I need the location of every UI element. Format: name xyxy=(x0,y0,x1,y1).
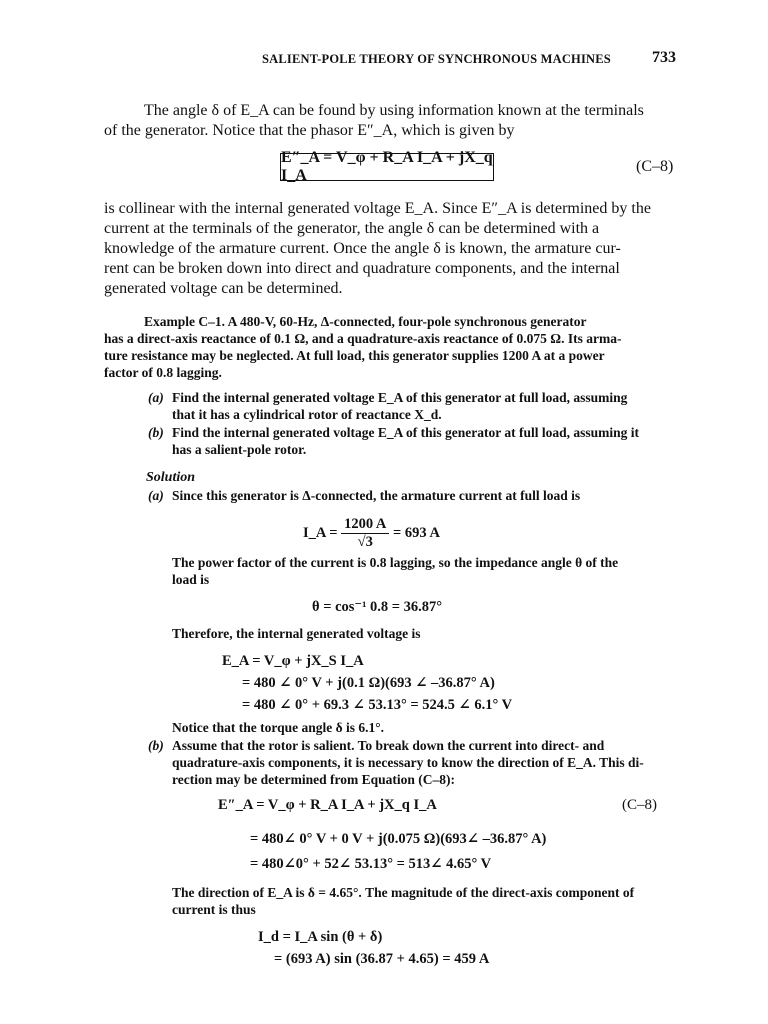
text-line: that it has a cylindrical rotor of reactance X_d. xyxy=(172,407,442,422)
ia-fraction xyxy=(341,516,389,551)
paragraph-power-factor xyxy=(172,554,682,588)
paragraph-collinear xyxy=(104,199,682,299)
equation-id xyxy=(258,926,489,970)
text-line: ture resistance may be neglected. At full load, this generator supplies 1200 A at a power xyxy=(104,348,605,363)
fraction-denominator: √3 xyxy=(357,534,373,550)
text-line: generated voltage can be determined. xyxy=(104,280,343,297)
text-line: rection may be determined from Equation (C–8): xyxy=(172,772,455,787)
equation-line: = 480 ∠ 0° + 69.3 ∠ 53.13° = 524.5 ∠ 6.1° V xyxy=(242,697,513,713)
part-key: (a) xyxy=(148,488,164,503)
solution-part-b xyxy=(148,737,682,788)
page-number: 733 xyxy=(652,49,676,66)
paragraph-direction xyxy=(172,884,682,918)
example-statement xyxy=(104,313,682,381)
text-line: Find the internal generated voltage E_A of this generator at full load, assuming xyxy=(172,390,628,405)
text-line: A 480-V, 60-Hz, Δ-connected, four-pole synchronous generator xyxy=(227,314,587,329)
text-line: rent can be broken down into direct and quadrature components, and the internal xyxy=(104,260,620,277)
solution-heading: Solution xyxy=(146,470,196,485)
text-line: of the generator. Notice that the phasor E″_A, which is given by xyxy=(104,122,515,139)
text-line: Assume that the rotor is salient. To break down the current into direct- and xyxy=(172,738,605,753)
text-line: load is xyxy=(172,572,210,587)
text-line: current is thus xyxy=(172,902,256,917)
text-line: The power factor of the current is 0.8 lagging, so the impedance angle θ of the xyxy=(172,555,619,570)
example-part-a xyxy=(148,389,682,423)
text-line: knowledge of the armature current. Once the angle δ is known, the armature cur- xyxy=(104,240,621,257)
equation-line: = 480 ∠ 0° V + j(0.1 Ω)(693 ∠ –36.87° A) xyxy=(242,675,495,691)
equation-line: E_A = V_φ + jX_S I_A xyxy=(222,653,364,669)
example-label: Example C–1. xyxy=(144,314,225,329)
text-line: Since this generator is Δ-connected, the armature current at full load is xyxy=(172,488,581,503)
equation-theta: θ = cos⁻¹ 0.8 = 36.87° xyxy=(312,599,443,615)
text-line: Find the internal generated voltage E_A of this generator at full load, assuming it xyxy=(172,425,639,440)
equation-line: I_d = I_A sin (θ + δ) xyxy=(258,929,383,945)
part-key: (b) xyxy=(148,425,164,440)
equation-line: = (693 A) sin (36.87 + 4.65) = 459 A xyxy=(274,951,490,967)
text-line: current at the terminals of the generator, the angle δ can be determined with a xyxy=(104,220,600,237)
ia-lhs: I_A = xyxy=(303,524,338,541)
running-title: SALIENT-POLE THEORY OF SYNCHRONOUS MACHINES xyxy=(262,52,611,66)
ia-rhs: = 693 A xyxy=(393,524,440,541)
equation-ia xyxy=(303,516,440,551)
text-line: factor of 0.8 lagging. xyxy=(104,365,222,380)
equation-tag: (C–8) xyxy=(636,158,674,175)
text-line: quadrature-axis components, it is necessary to know the direction of E_A. This di- xyxy=(172,755,644,770)
equation-c8-restated: E″_A = V_φ + R_A I_A + jX_q I_A xyxy=(218,797,437,813)
text-torque-note: Notice that the torque angle δ is 6.1°. xyxy=(172,720,385,735)
equation-ea xyxy=(222,650,512,716)
equation-c8-step2: = 480∠0° + 52∠ 53.13° = 513∠ 4.65° V xyxy=(250,856,492,872)
equation-tag: (C–8) xyxy=(622,797,657,813)
text-line: The direction of E_A is δ = 4.65°. The magnitude of the direct-axis component of xyxy=(172,885,635,900)
text-line: is collinear with the internal generated voltage E_A. Since E″_A is determined by the xyxy=(104,200,651,217)
solution-part-a xyxy=(148,487,682,504)
text-line: has a direct-axis reactance of 0.1 Ω, and a quadrature-axis reactance of 0.075 Ω. Its arma- xyxy=(104,331,622,346)
equation-c8-step1: = 480∠ 0° V + 0 V + j(0.075 Ω)(693∠ –36.87° A) xyxy=(250,831,547,847)
example-part-b xyxy=(148,424,682,458)
boxed-equation-c8 xyxy=(280,149,494,184)
equation-text: E″_A = V_φ + R_A I_A + jX_q I_A xyxy=(281,149,493,184)
text-therefore: Therefore, the internal generated voltage is xyxy=(172,626,421,641)
text-line: has a salient-pole rotor. xyxy=(172,442,307,457)
part-key: (b) xyxy=(148,738,164,753)
fraction-numerator: 1200 A xyxy=(341,516,389,534)
part-key: (a) xyxy=(148,390,164,405)
text-line: The angle δ of E_A can be found by using information known at the terminals xyxy=(144,102,644,119)
paragraph-intro xyxy=(104,101,682,141)
